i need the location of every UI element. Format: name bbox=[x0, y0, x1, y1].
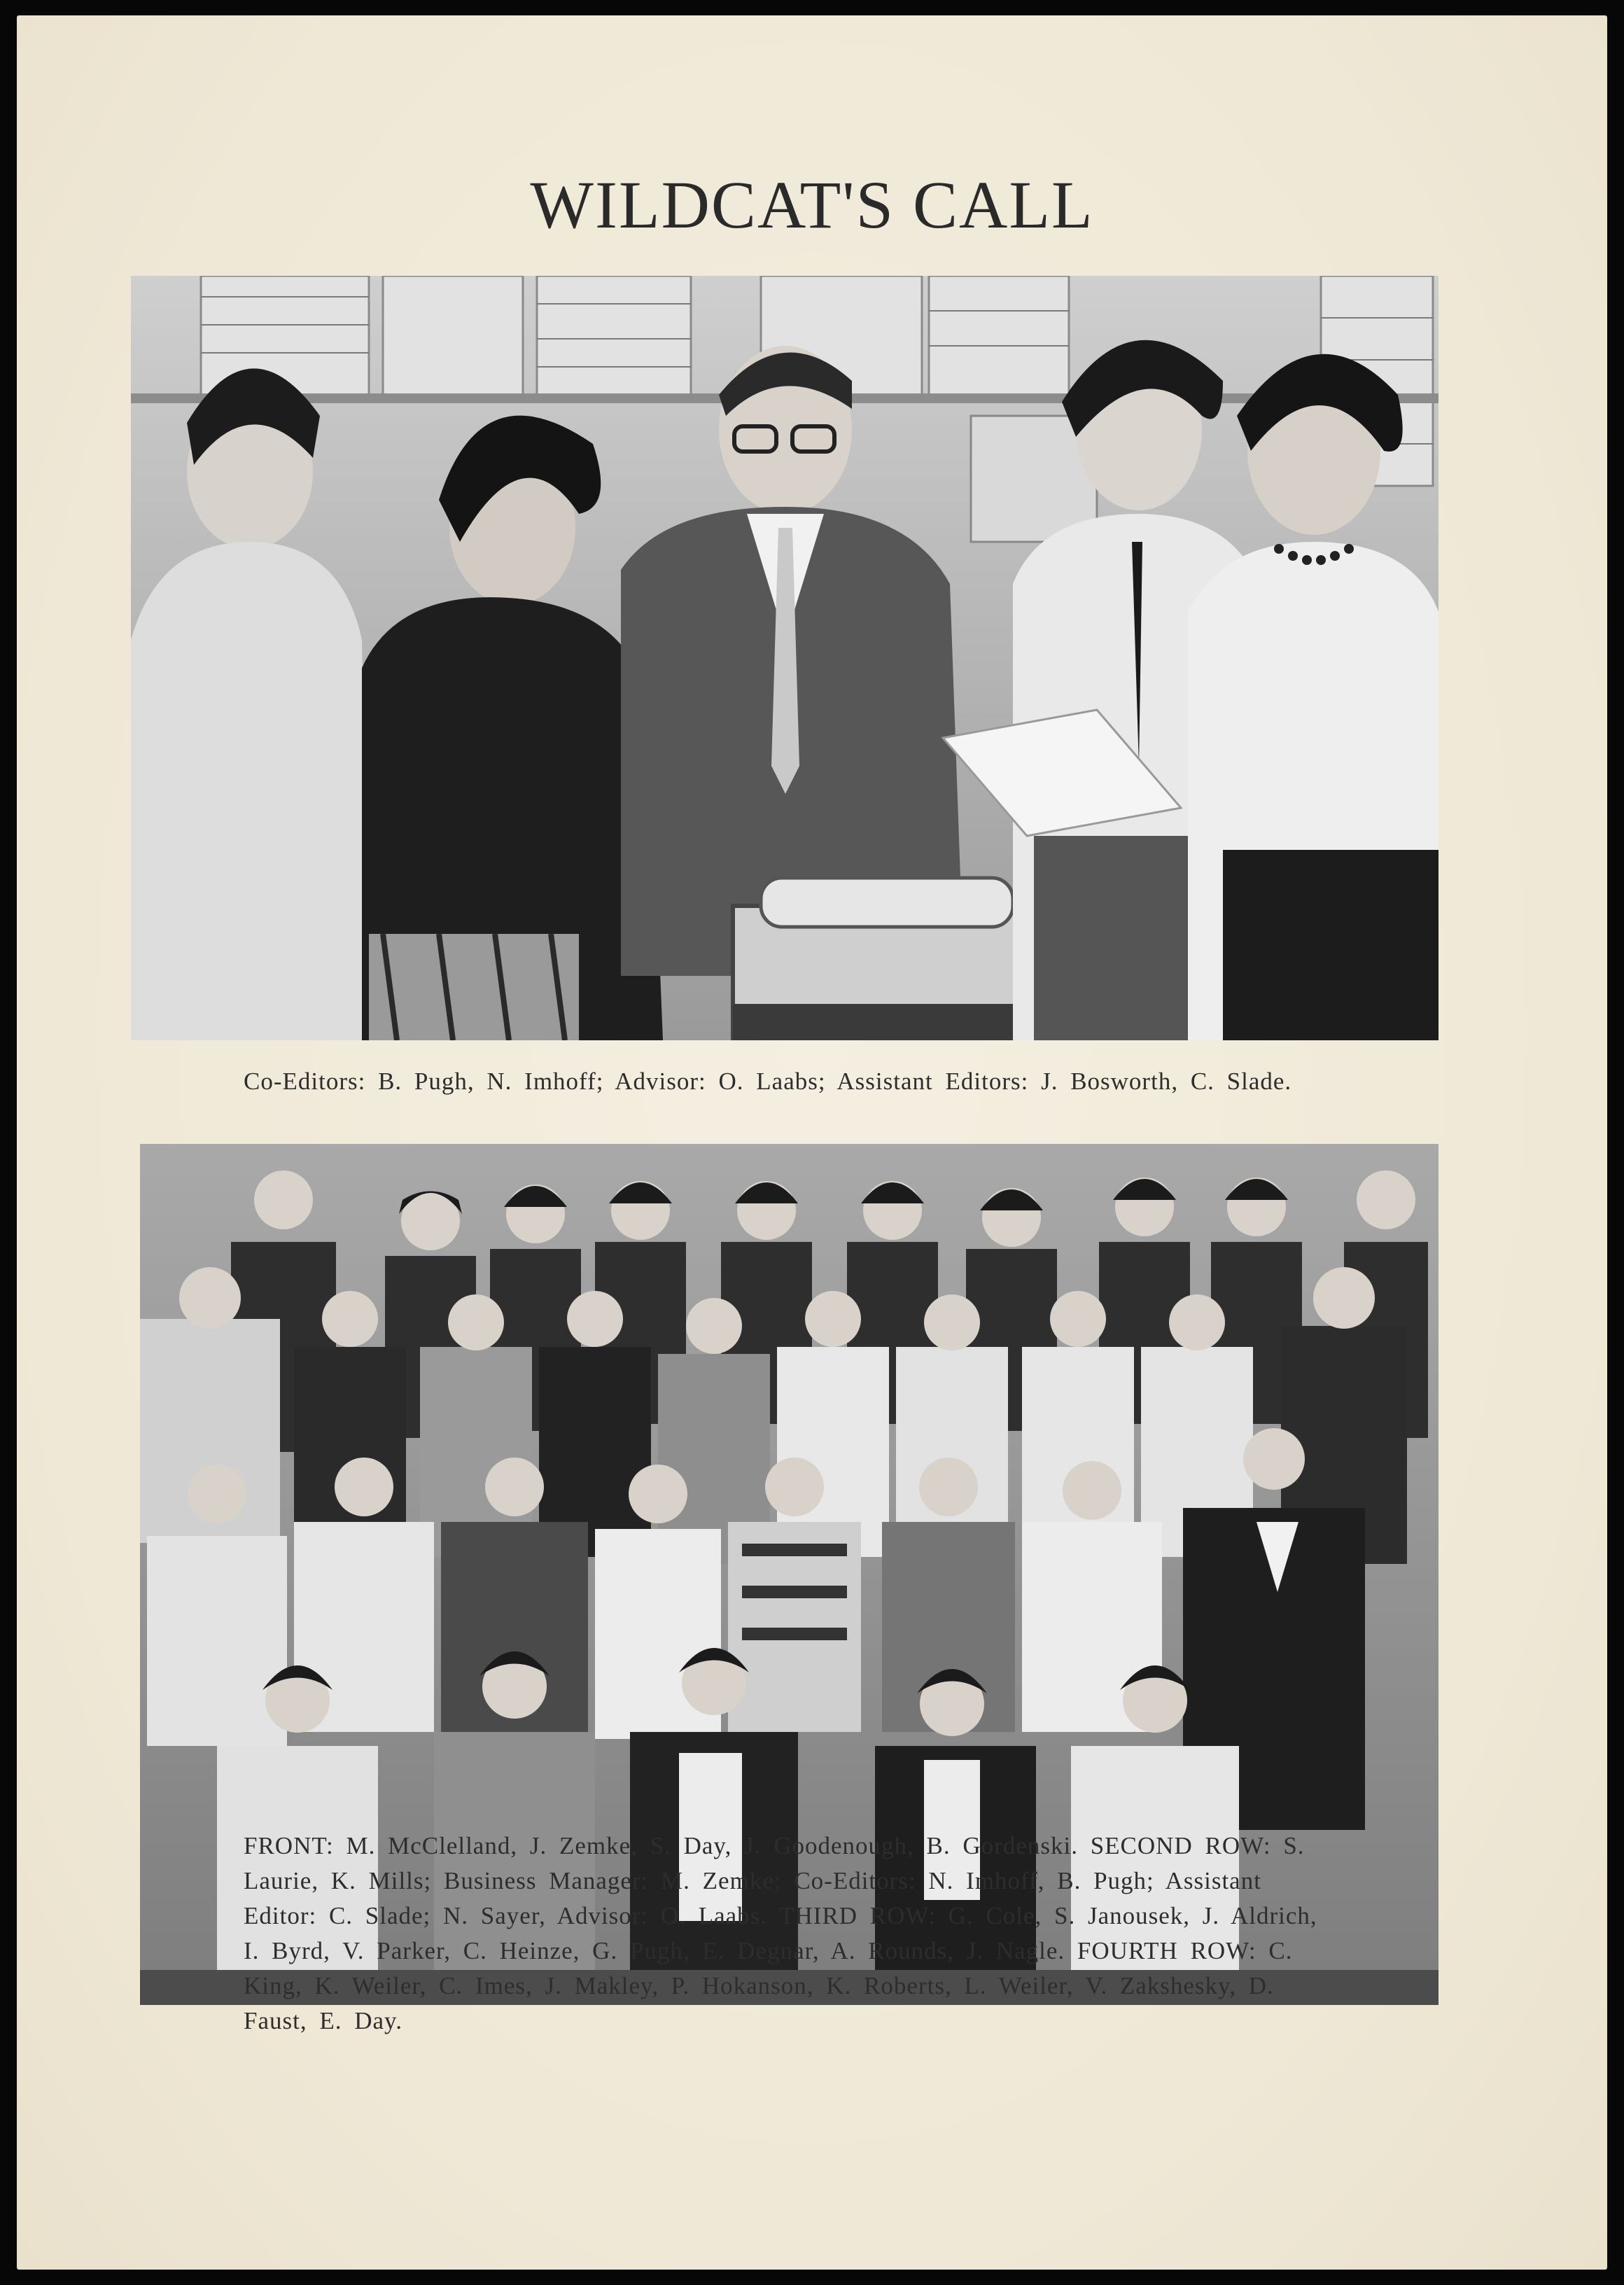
editors-photo-caption: Co-Editors: B. Pugh, N. Imhoff; Advisor: O. Laabs; Assistant Editors: J. Bosworth, C. Slade. bbox=[244, 1068, 1292, 1095]
editors-photo bbox=[131, 276, 1438, 1040]
staff-group-photo-caption: FRONT: M. McClelland, J. Zemke, S. Day, J. Goodenough, B. Gordenski. SECOND ROW: S. Laurie, K. Mills; Business Manager: M. Zemke; Co-Editors: N. Imhoff, B. Pugh; Assistant Editor: C. Slade; N. Sayer, Advisor: O. Laabs. THIRD ROW: G. Cole, S. Janousek, J. Aldrich, I. Byrd, V. Parker, C. Heinze, G. Pugh, E. Degnar, A. Rounds, J. Nagle. FOURTH ROW: C. King, K. Weiler, C. Imes, J. Makley, P. Hokanson, K. Roberts, L. Weiler, V. Zakshesky, D. Faust, E. Day. bbox=[244, 1832, 1317, 2034]
editors-photo-image bbox=[131, 276, 1438, 1040]
page-title: WILDCAT'S CALL bbox=[530, 167, 1094, 242]
yearbook-page bbox=[17, 15, 1607, 2270]
